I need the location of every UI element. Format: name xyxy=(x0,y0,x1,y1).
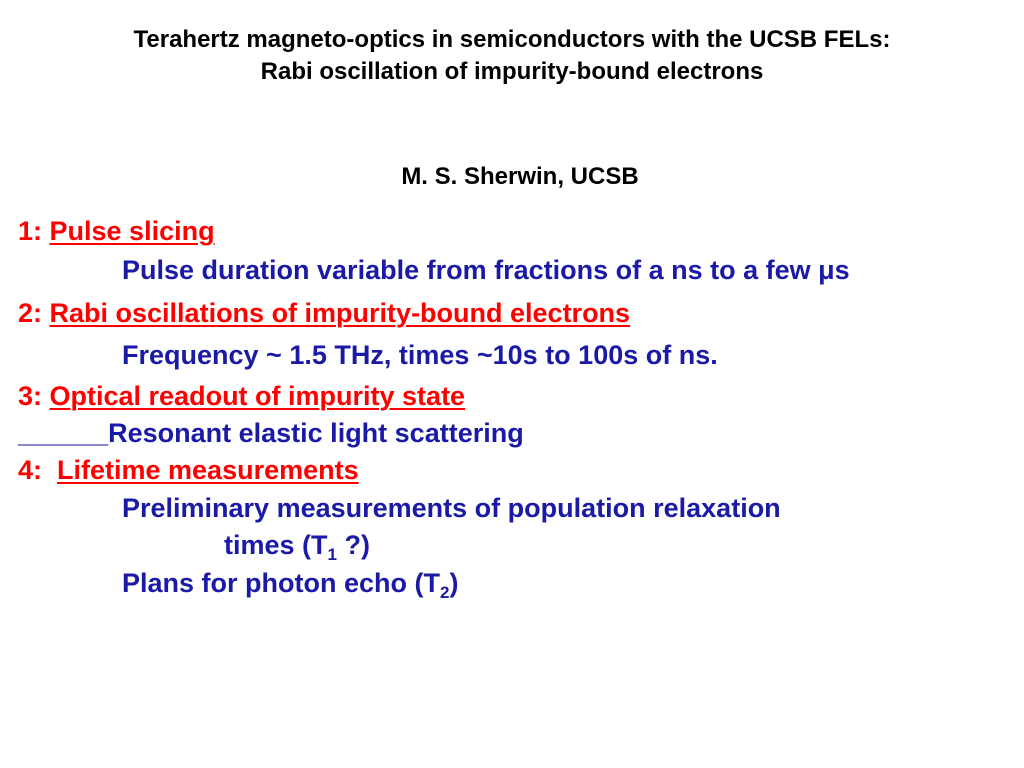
author-line: M. S. Sherwin, UCSB xyxy=(401,163,639,190)
item-4-detail-line-2-subscript: 1 xyxy=(327,545,337,564)
item-1-detail: Pulse duration variable from fractions of a ns to a few μs xyxy=(122,255,850,285)
item-3-number: 3: xyxy=(18,381,50,411)
item-4-number: 4: xyxy=(18,455,58,485)
item-2-detail: Frequency ~ 1.5 THz, times ~10s to 100s of ns. xyxy=(122,340,718,370)
item-1-heading-line xyxy=(18,214,215,248)
item-4-detail-line-3-subscript: 2 xyxy=(440,583,450,602)
item-4-detail-line-1: Preliminary measurements of population relaxation xyxy=(122,493,781,523)
item-4-detail-line-2-prefix: times (T xyxy=(224,530,328,560)
item-4-heading: Lifetime measurements xyxy=(57,455,359,485)
item-3-heading: Optical readout of impurity state xyxy=(49,381,466,411)
item-3-detail-line xyxy=(18,416,524,450)
item-4-detail-line-3-prefix: Plans for photon echo (T xyxy=(122,568,440,598)
item-3-detail: Resonant elastic light scattering xyxy=(108,418,524,448)
item-2-heading: Rabi oscillations of impurity-bound electrons xyxy=(49,298,631,328)
item-1-heading: Pulse slicing xyxy=(49,216,215,246)
item-4-detail-line-3-suffix: ) xyxy=(449,568,459,598)
slide-title xyxy=(0,24,1024,88)
title-line-1: Terahertz magneto-optics in semiconductors with the UCSB FELs: xyxy=(133,26,891,53)
item-1-number: 1: xyxy=(18,216,50,246)
item-2-heading-line xyxy=(18,296,630,330)
item-4-detail-line-2-suffix: ?) xyxy=(337,530,370,560)
item-2-number: 2: xyxy=(18,298,50,328)
item-4-detail-line-3 xyxy=(122,566,458,610)
item-4-heading-line xyxy=(18,453,359,487)
item-3-underline-blank: ______ xyxy=(18,418,109,448)
title-line-2: Rabi oscillation of impurity-bound electrons xyxy=(260,58,764,85)
item-3-heading-line xyxy=(18,379,465,413)
